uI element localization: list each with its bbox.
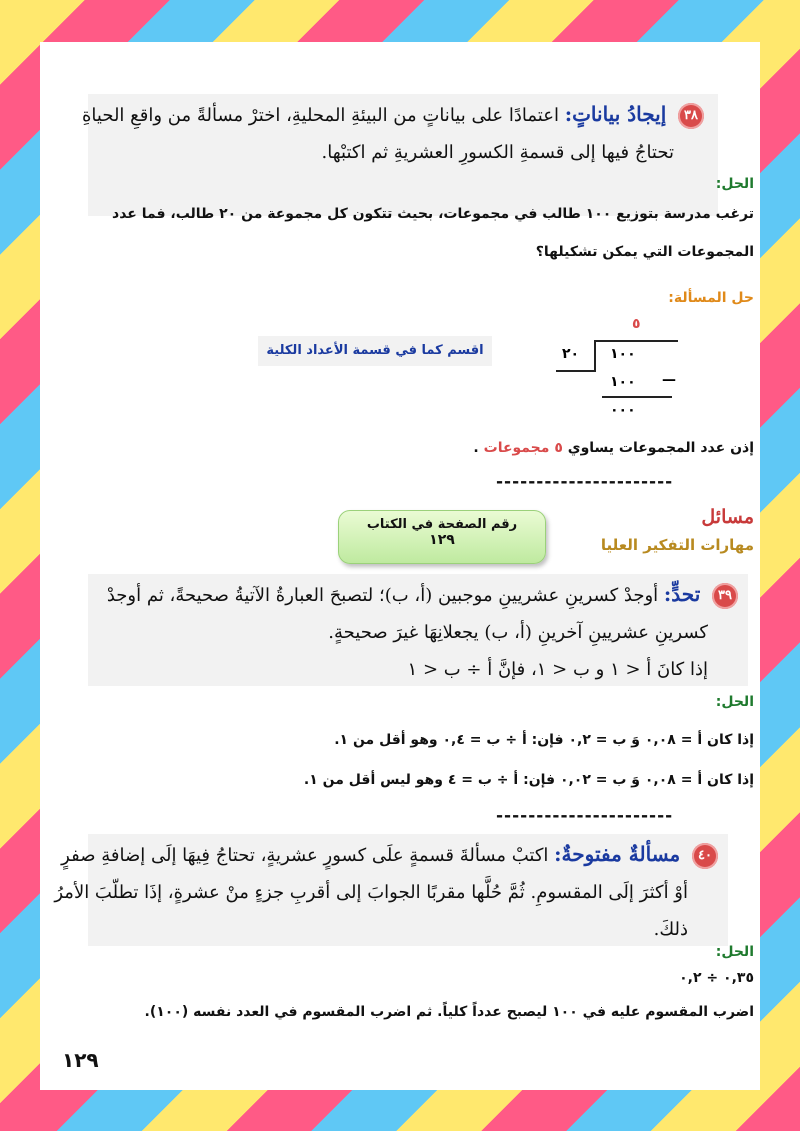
footer-page-number: ١٢٩	[62, 1048, 99, 1072]
question-39-title: تحدٍّ:	[663, 582, 701, 606]
result-suffix: .	[473, 440, 479, 456]
division-underline	[602, 396, 672, 398]
question-38-title: إيجادُ بياناتٍ:	[564, 102, 667, 126]
book-page-label: رقم الصفحة في الكتاب	[366, 517, 518, 532]
question-38-box	[81, 94, 718, 216]
question-38-line2: تحتاجُ فيها إلى قسمةِ الكسورِ العشريةِ ثم اكتبْها.	[321, 142, 674, 163]
division-quotient: ٥	[632, 316, 641, 332]
question-39-line1	[88, 574, 748, 614]
question-39-box	[88, 574, 748, 686]
question-40-text1: اكتبْ مسألةَ قسمةٍ علَى كسورٍ عشريةٍ، تحتاجُ فِيهَا إلَى إضافةِ صفرٍ	[61, 845, 549, 866]
question-39-line3: إذا كانَ أ < ١ و ب < ١، فإنَّ أ ÷ ب < ١	[407, 659, 708, 680]
question-38-line1	[81, 94, 718, 134]
question-40-box	[54, 834, 728, 946]
division-remainder: ٠٠٠	[610, 402, 636, 418]
division-minus-sign: —	[662, 372, 676, 388]
solution-39-line1: إذا كان أ = ٠,٠٨ وَ ب = ٠,٢ فإن: أ ÷ ب = ٠,٤ وهو أقل من ١.	[334, 732, 754, 748]
page-sheet	[40, 42, 760, 1090]
question-38-text1: اعتمادًا على بياناتٍ من البيئةِ المحليةِ، اخترْ مسألةً من واقعِ الحياةِ	[81, 105, 559, 126]
solution-38-line2: المجموعات التي يمكن تشكيلها؟	[535, 244, 754, 260]
division-hint: اقسم كما في قسمة الأعداد الكلية	[258, 336, 492, 366]
division-bracket-side	[594, 340, 596, 370]
division-subtract: ١٠٠	[610, 374, 636, 390]
question-40-line1	[61, 834, 728, 874]
result-prefix: إذن عدد المجموعات يساوي	[567, 440, 754, 456]
question-number-39: ٣٩	[712, 583, 738, 609]
division-bracket-top	[594, 340, 678, 342]
division-dividend: ١٠٠	[610, 346, 636, 362]
solution-40-line1: ٠,٣٥ ÷ ٠,٢	[679, 970, 754, 986]
solution-40-line2: اضرب المقسوم عليه في ١٠٠ ليصبح عدداً كلياً. ثم اضرب المقسوم في العدد نفسه (١٠٠).	[144, 1004, 754, 1020]
book-page-badge	[338, 510, 546, 564]
section-title: مسائل	[701, 506, 754, 528]
question-40-line3: ذلكَ.	[653, 919, 688, 940]
divider-2: ----------------------	[496, 806, 674, 826]
question-40-title: مسألةٌ مفتوحةٌ:	[554, 842, 681, 866]
solution-39-label: الحل:	[715, 694, 754, 710]
question-number-40: ٤٠	[692, 843, 718, 869]
solution-39-line2: إذا كان أ = ٠,٠٨ وَ ب = ٠,٠٢ فإن: أ ÷ ب = ٤ وهو ليس أقل من ١.	[303, 772, 754, 788]
divider-1: ----------------------	[496, 472, 674, 492]
solution-38-result	[473, 440, 754, 456]
result-value: ٥ مجموعات	[483, 440, 563, 456]
division-divisor: ٢٠	[562, 346, 580, 362]
question-39-line2: كسرينِ عشريينِ آخرينِ (أ، ب) يجعلانِهَا غيرَ صحيحةٍ.	[328, 622, 708, 643]
question-number-38: ٣٨	[678, 103, 704, 129]
solution-38-line1: ترغب مدرسة بتوزيع ١٠٠ طالب في مجموعات، بحيث تتكون كل مجموعة من ٢٠ طالب، فما عدد	[112, 206, 754, 222]
division-base-line	[556, 370, 596, 372]
solution-38-label: الحل:	[715, 176, 754, 192]
section-subtitle: مهارات التفكير العليا	[600, 536, 754, 554]
solve-problem-label: حل المسألة:	[668, 290, 754, 306]
long-division	[554, 310, 684, 430]
question-40-line2: أوْ أكثرَ إلَى المقسومِ. ثُمَّ حُلَّها مقربًا الجوابَ إلى أقربِ جزءٍ منْ عشرةٍ، إذَا تطلّبَ الأمرُ	[54, 882, 688, 903]
question-39-text1: أوجدْ كسرينِ عشريينِ موجبين (أ، ب)؛ لتصبحَ العبارةُ الآتيةُ صحيحةً، ثم أوجدْ	[106, 585, 659, 606]
solution-40-label: الحل:	[715, 944, 754, 960]
book-page-number: ١٢٩	[429, 532, 455, 548]
